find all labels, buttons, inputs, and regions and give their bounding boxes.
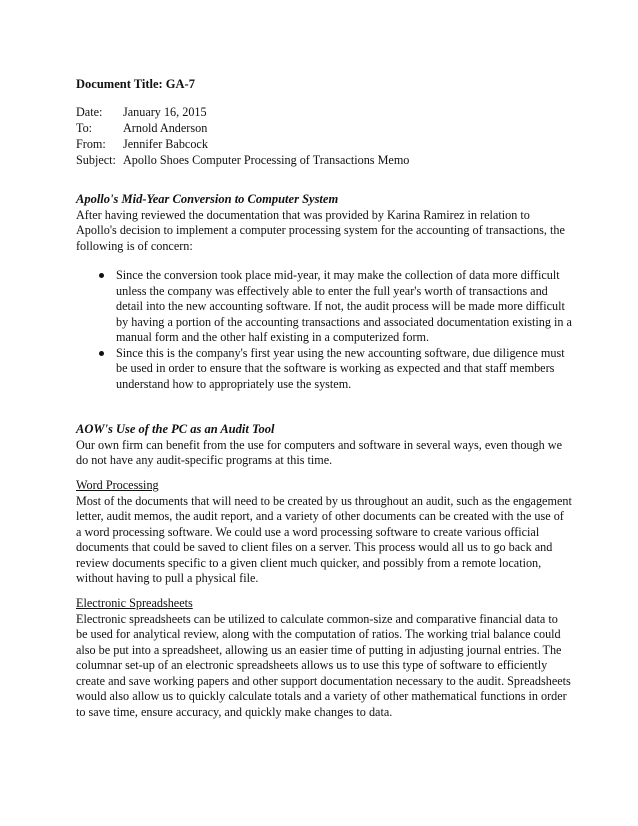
memo-date-row: [76, 105, 409, 121]
section-audit-tool-intro: Our own firm can benefit from the use for computers and software in several ways, even though we do not have any audit-specific programs at this time.: [76, 437, 562, 467]
section-conversion-intro: After having reviewed the documentation that was provided by Karina Ramirez in relation to Apollo's decision to implement a computer processing system for the accounting of transactions, the following is of concern:: [76, 207, 565, 253]
spreadsheets-body: Electronic spreadsheets can be utilized to calculate common-size and comparative financial data to be used for analytical review, along with the computation of ratios. The working trial balance could also be put into a spreadsheet, allowing us an easier time of putting in adjusting journal entries. The columnar set-up of an electronic spreadsheets allows us to use this type of software to efficiently create and save working papers and other support documentation necessary to the audit. Spreadsheets would also allow us to quickly calculate totals and a variety of other mathematical functions in order to save time, ensure accuracy, and quickly make changes to data.: [76, 611, 571, 719]
memo-to-row: [76, 121, 409, 137]
memo-header: [76, 105, 409, 169]
subject-value: Apollo Shoes Computer Processing of Transactions Memo: [123, 153, 410, 167]
to-value: Arnold Anderson: [123, 121, 208, 135]
list-item-text: Since this is the company's first year using the new accounting software, due diligence must be used in order to ensure that the software is working as expected and that staff members understand how to appropriately use the system.: [116, 345, 565, 391]
word-processing-body: Most of the documents that will need to be created by us throughout an audit, such as the engagement letter, audit memos, the audit report, and a variety of other documents can be created with the use of a word processing software. We could use a word processing software to create various official documents that could be saved to client files on a server. This process would all us to go back and review documents specific to a given client much quicker, and possibly from a remote location, without having to pull a physical file.: [76, 493, 572, 585]
list-item-text: Since the conversion took place mid-year, it may make the collection of data more difficult unless the company was effectively able to enter the full year's worth of transactions and detail into the new accounting software. If not, the audit process will be made more difficult by having a portion of the accounting transactions and associated documentation existing in a manual form and the other half existing in a computerized form.: [116, 268, 572, 344]
section-conversion-heading: Apollo's Mid-Year Conversion to Computer System: [76, 192, 339, 206]
memo-from-row: [76, 137, 409, 153]
date-value: January 16, 2015: [123, 105, 207, 119]
subject-label: Subject:: [76, 153, 116, 167]
list-item: [76, 346, 572, 393]
bullet-icon: [99, 273, 104, 278]
date-label: Date:: [76, 105, 103, 119]
section-conversion: [76, 192, 572, 392]
word-processing-heading: Word Processing: [76, 478, 159, 492]
section-audit-tool: [76, 422, 572, 469]
to-label: To:: [76, 121, 93, 135]
list-item: [76, 268, 572, 346]
spreadsheets-heading: Electronic Spreadsheets: [76, 596, 193, 610]
from-label: From:: [76, 137, 106, 151]
concern-list: [76, 268, 572, 392]
bullet-icon: [99, 351, 104, 356]
section-spreadsheets: [76, 596, 572, 720]
section-word-processing: [76, 478, 572, 587]
section-audit-tool-heading: AOW's Use of the PC as an Audit Tool: [76, 422, 275, 436]
from-value: Jennifer Babcock: [123, 137, 208, 151]
memo-subject-row: [76, 153, 409, 169]
document-title: Document Title: GA-7: [76, 77, 195, 91]
